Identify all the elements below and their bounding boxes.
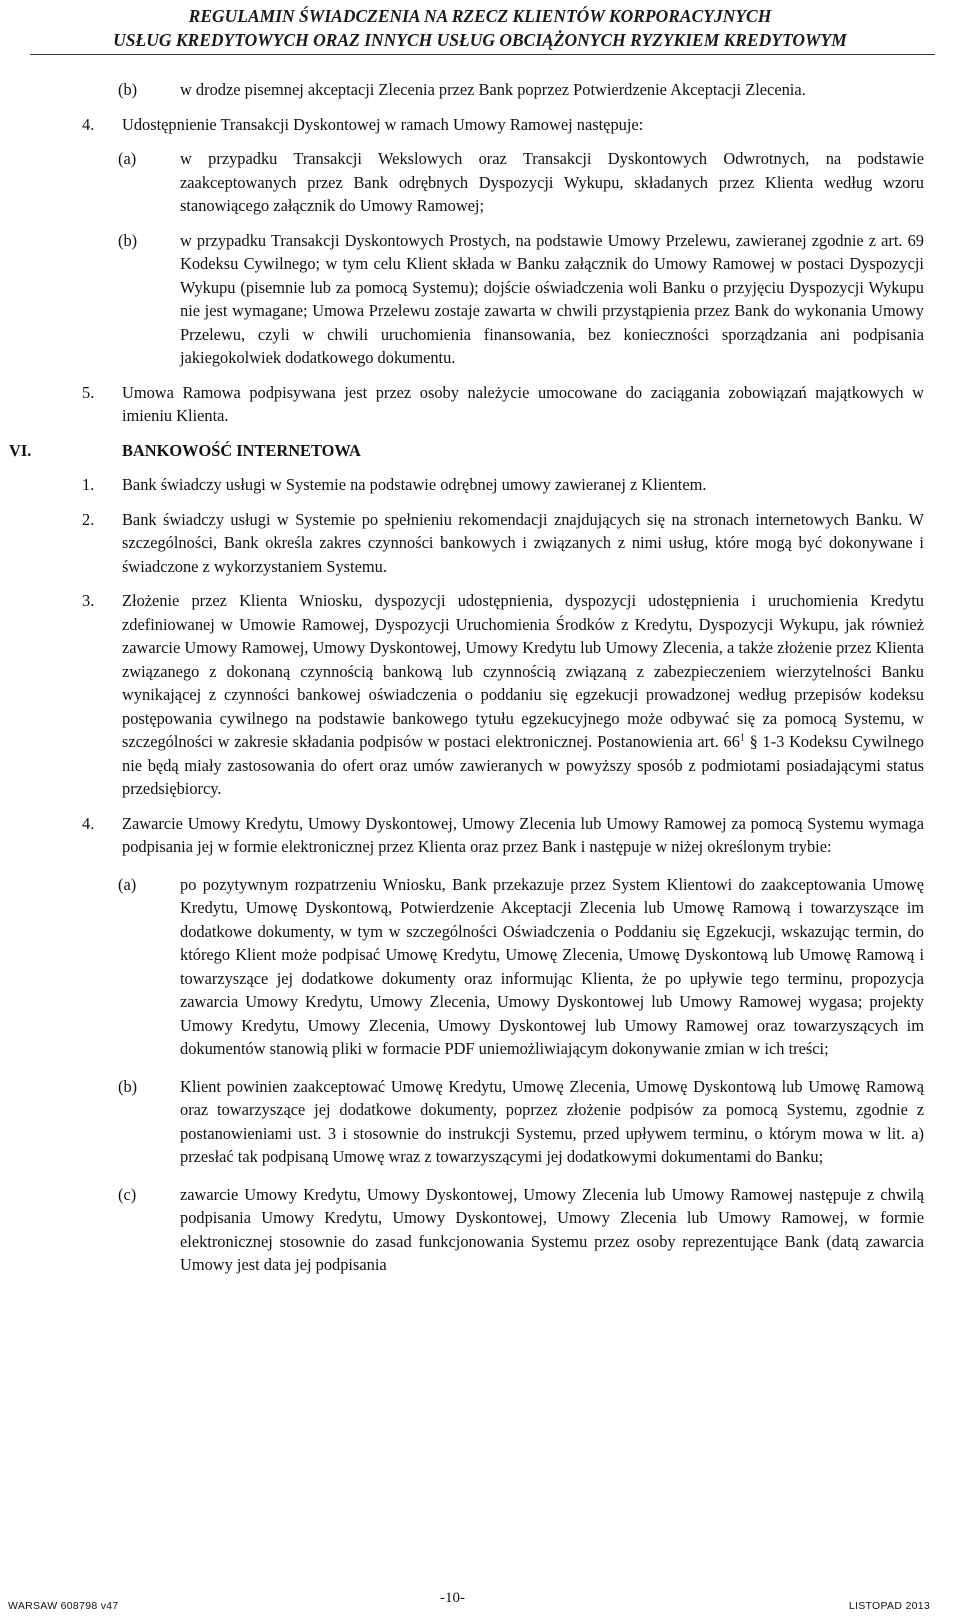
- header-divider: [30, 54, 935, 55]
- list-item-label: (c): [118, 1184, 137, 1204]
- list-item: [118, 1075, 924, 1169]
- list-item-text: po pozytywnym rozpatrzeniu Wniosku, Bank przekazuje przez System Klientowi do zaakceptowania Umowę Kredytu, Umowę Dyskontową, Potwierdzenie Akceptacji Zlecenia lub Umowę Ramową i towarzyszące im dodatkowe dokumenty, w tym w szczególności Oświadczenia o Poddaniu się Egzekucji, wskazując termin, do którego Klient może podpisać Umowę Kredytu, Umowę Zlecenia, Umowę Dyskontową lub Umowę Ramową i towarzyszące jej dodatkowe dokumenty oraz informując Klienta, że po upływie tego terminu, propozycja zawarcia Umowy Kredytu, Umowy Zlecenia, Umowy Dyskontowej lub Umowy Ramowej wygasa; projekty Umowy Kredytu, Umowy Zlecenia, Umowy Dyskontowej lub Umowy Ramowej oraz towarzyszących im dokumentów stanowią pliki w formacie PDF uniemożliwiającym dokonywanie zmian w ich treści;: [180, 874, 924, 1058]
- list-item-label: (a): [118, 149, 137, 168]
- document-reference: WARSAW 608798 v47: [8, 1600, 119, 1612]
- list-item-text: w przypadku Transakcji Wekslowych oraz Transakcji Dyskontowych Odwrotnych, na podstawie zaakceptowanych przez Bank odrębnych Dyspozycji Wykupu, składanych przez Klienta według wzoru stanowiącego załącznik do Umowy Ramowej;: [180, 149, 924, 215]
- list-item-label: (b): [118, 230, 138, 250]
- paragraph-number: 1.: [82, 475, 95, 494]
- list-item: [118, 873, 924, 1061]
- section-heading: [9, 439, 960, 463]
- document-body: [0, 78, 960, 1277]
- section-title: BANKOWOŚĆ INTERNETOWA: [122, 440, 361, 460]
- section-number: VI.: [9, 440, 32, 460]
- numbered-paragraph: [82, 812, 924, 859]
- paragraph-text: Umowa Ramowa podpisywana jest przez osoby należycie umocowane do zaciągania zobowiązań majątkowych w imieniu Klienta.: [122, 382, 924, 425]
- paragraph-text: Udostępnienie Transakcji Dyskontowej w ramach Umowy Ramowej następuje:: [122, 114, 644, 134]
- numbered-paragraph: [82, 508, 924, 579]
- list-item-text: Klient powinien zaakceptować Umowę Kredytu, Umowę Zlecenia, Umowę Dyskontową lub Umowę Ramową oraz towarzyszące jej dodatkowe dokumenty, poprzez złożenie podpisów za pomocą Systemu, zgodnie z postanowieniami ust. 3 i stosownie do instrukcji Systemu, przed upływem terminu, o którym mowa w lit. a) przesłać tak podpisaną Umowę wraz z towarzyszącymi jej dodatkowymi dokumentami do Banku;: [180, 1076, 924, 1166]
- numbered-paragraph: [82, 381, 924, 428]
- list-item-text: w drodze pisemnej akceptacji Zlecenia przez Bank poprzez Potwierdzenie Akceptacji Zlecenia.: [180, 80, 806, 99]
- list-item-label: (b): [118, 1076, 138, 1096]
- paragraph-text-part: § 1-3 Kodeksu Cywilnego nie będą miały zastosowania do ofert oraz umów zawieranych w powyższy sposób z podmiotami posiadającymi status przedsiębiorcy.: [122, 732, 924, 798]
- superscript: 1: [739, 732, 745, 744]
- list-item-text: w przypadku Transakcji Dyskontowych Prostych, na podstawie Umowy Przelewu, zawieranej zgodnie z art. 69 Kodeksu Cywilnego; w tym celu Klient składa w Banku załącznik do Umowy Ramowej w postaci Dyspozycji Wykupu (pisemnie lub za pomocą Systemu); dojście oświadczenia woli Banku o przyjęciu Dyspozycji Wykupu nie jest wymagane; Umowa Przelewu zostaje zawarta w chwili przystąpienia przez Bank do wykonania Umowy Przelewu, czyli w chwili uruchomienia finansowania, bez konieczności sporządzania ani podpisania jakiegokolwiek dodatkowego dokumentu.: [180, 230, 924, 367]
- paragraph-text: Bank świadczy usługi w Systemie po spełnieniu rekomendacji znajdujących się na stronach internetowych Banku. W szczególności, Bank określa zakres czynności bankowych i związanych z nimi usług, które mogą być dokonywane i świadczone z wykorzystaniem Systemu.: [122, 509, 924, 576]
- list-item-text: zawarcie Umowy Kredytu, Umowy Dyskontowej, Umowy Zlecenia lub Umowy Ramowej następuje z chwilą podpisania Umowy Kredytu, Umowy Dyskontowej, Umowy Zlecenia lub Umowy Ramowej, w formie elektronicznej stosownie do zasad funkcjonowania Systemu przez osoby reprezentujące Bank (datą zawarcia Umowy jest data jej podpisania: [180, 1184, 924, 1274]
- paragraph-text: Bank świadczy usługi w Systemie na podstawie odrębnej umowy zawieranej z Klientem.: [122, 475, 707, 494]
- numbered-paragraph: [82, 473, 924, 497]
- list-item: [118, 147, 924, 218]
- paragraph-text-part: Złożenie przez Klienta Wniosku, dyspozycji udostępnienia, dyspozycji udostępnienia i uruchomienia Kredytu zdefiniowanej w Umowie Ramowej, Dyspozycji Uruchomienia Środków z Kredytu, Dyspozycji Wykupu, jak również zawarcie Umowy Ramowej, Umowy Dyskontowej, Umowy Kredytu lub Umowy Zlecenia, a także złożenie przez Klienta związanego z dokonaną czynnością bankową lub czynnością związaną z zabezpieczeniem wierzytelności Banku wynikającej z czynności bankowej oświadczenia o poddaniu się egzekucji prowadzonej według przepisów kodeksu postępowania cywilnego na podstawie bankowego tytułu egzekucyjnego może odbywać się za pomocą Systemu, w szczególności w zakresie składania podpisów w postaci elektronicznej. Postanowienia art. 66: [122, 591, 924, 751]
- header-line-2: USŁUG KREDYTOWYCH ORAZ INNYCH USŁUG OBCIĄŻONYCH RYZYKIEM KREDYTOWYM: [113, 30, 847, 50]
- list-item-label: (b): [118, 80, 138, 99]
- list-item-label: (a): [118, 874, 137, 894]
- list-item: [118, 78, 924, 102]
- header-line-1: REGULAMIN ŚWIADCZENIA NA RZECZ KLIENTÓW KORPORACYJNYCH: [188, 6, 772, 26]
- paragraph-text: [122, 589, 924, 801]
- numbered-paragraph: [82, 113, 924, 137]
- paragraph-number: 2.: [82, 509, 95, 529]
- page-number: -10-: [440, 1590, 465, 1606]
- list-item: [118, 1183, 924, 1277]
- numbered-paragraph: [82, 589, 924, 801]
- document-date: LISTOPAD 2013: [848, 1600, 930, 1612]
- paragraph-number: 4.: [82, 813, 95, 833]
- paragraph-number: 3.: [82, 591, 95, 610]
- page-header: [0, 4, 960, 52]
- list-item: [118, 229, 924, 370]
- paragraph-number: 5.: [82, 382, 95, 402]
- paragraph-text: Zawarcie Umowy Kredytu, Umowy Dyskontowej, Umowy Zlecenia lub Umowy Ramowej za pomocą Systemu wymaga podpisania jej w formie elektronicznej przez Klienta oraz przez Bank i następuje w niżej określonym trybie:: [122, 813, 924, 856]
- page-footer: [0, 1590, 960, 1620]
- paragraph-number: 4.: [82, 114, 95, 134]
